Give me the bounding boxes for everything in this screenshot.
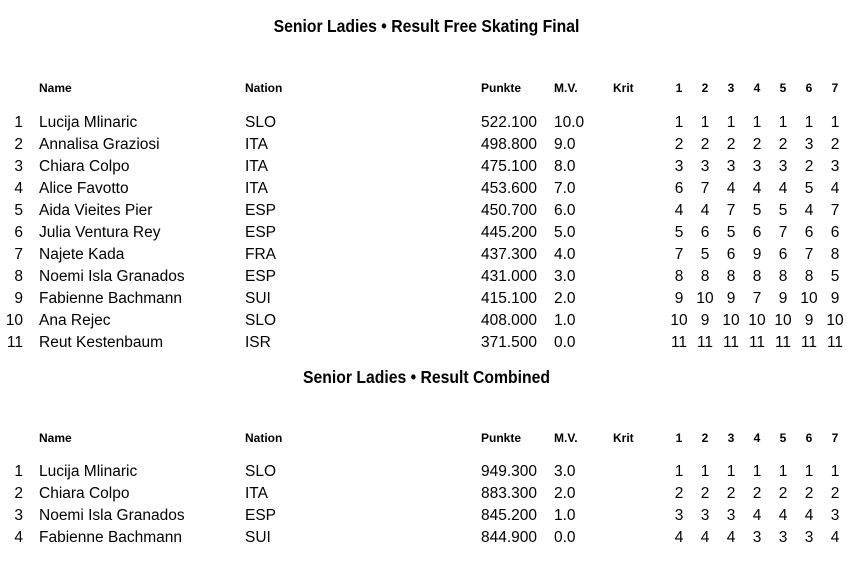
- header-krit: Krit: [613, 81, 634, 95]
- rank-cell: 3: [14, 507, 23, 524]
- judge-3-placement: 7: [726, 202, 736, 219]
- judge-5-placement: 9: [778, 290, 788, 307]
- judge-1-placement: 3: [674, 158, 684, 175]
- punkte-cell: 453.600: [481, 180, 538, 197]
- header-judge-6: 6: [805, 81, 813, 95]
- judge-1-placement: 4: [674, 529, 684, 546]
- judge-6-placement: 9: [804, 312, 814, 329]
- judge-1-placement: 1: [674, 114, 684, 131]
- judge-6-placement: 4: [804, 507, 814, 524]
- judge-7-placement: 2: [830, 485, 840, 502]
- judge-3-placement: 2: [726, 136, 736, 153]
- judge-2-placement: 7: [700, 180, 710, 197]
- rank-cell: 6: [14, 224, 23, 241]
- judge-6-placement: 3: [804, 136, 814, 153]
- header-judge-2: 2: [701, 81, 709, 95]
- mv-cell: 0.0: [554, 529, 576, 546]
- punkte-cell: 949.300: [481, 463, 538, 480]
- header-judge-6: 6: [805, 431, 813, 445]
- judge-3-placement: 10: [722, 312, 740, 329]
- judge-2-placement: 10: [696, 290, 714, 307]
- mv-cell: 5.0: [554, 224, 576, 241]
- mv-cell: 3.0: [554, 268, 576, 285]
- judge-3-placement: 11: [722, 334, 740, 351]
- nation-cell: SUI: [245, 290, 271, 307]
- judge-1-placement: 4: [674, 202, 684, 219]
- table-row: [0, 483, 853, 505]
- judge-5-placement: 10: [774, 312, 792, 329]
- judge-3-placement: 1: [726, 114, 736, 131]
- name-cell: Reut Kestenbaum: [39, 334, 164, 351]
- table-header-combined: [0, 430, 853, 446]
- judge-4-placement: 10: [748, 312, 766, 329]
- mv-cell: 6.0: [554, 202, 576, 219]
- mv-cell: 2.0: [554, 485, 576, 502]
- header-nation: Nation: [245, 81, 283, 95]
- judge-2-placement: 4: [700, 529, 710, 546]
- judge-5-placement: 6: [778, 246, 788, 263]
- nation-cell: ESP: [245, 268, 277, 285]
- rank-cell: 8: [14, 268, 23, 285]
- judge-1-placement: 5: [674, 224, 684, 241]
- rank-cell: 9: [14, 290, 23, 307]
- mv-cell: 0.0: [554, 334, 576, 351]
- header-punkte: Punkte: [481, 81, 522, 95]
- judge-2-placement: 1: [700, 114, 710, 131]
- judge-1-placement: 7: [674, 246, 684, 263]
- rank-cell: 2: [14, 136, 23, 153]
- judge-6-placement: 11: [800, 334, 818, 351]
- judge-3-placement: 1: [726, 463, 736, 480]
- header-mv: M.V.: [554, 81, 578, 95]
- judge-4-placement: 2: [752, 136, 762, 153]
- judge-4-placement: 4: [752, 180, 762, 197]
- table-row: [0, 244, 853, 266]
- rank-cell: 1: [14, 463, 23, 480]
- rank-cell: 5: [14, 202, 23, 219]
- punkte-cell: 844.900: [481, 529, 538, 546]
- judge-4-placement: 1: [752, 463, 762, 480]
- judge-7-placement: 9: [830, 290, 840, 307]
- header-nation: Nation: [245, 431, 283, 445]
- judge-3-placement: 2: [726, 485, 736, 502]
- table-row: [0, 200, 853, 222]
- name-cell: Annalisa Graziosi: [39, 136, 160, 153]
- name-cell: Fabienne Bachmann: [39, 529, 183, 546]
- name-cell: Najete Kada: [39, 246, 125, 263]
- punkte-cell: 522.100: [481, 114, 538, 131]
- name-cell: Lucija Mlinaric: [39, 114, 138, 131]
- judge-3-placement: 3: [726, 507, 736, 524]
- judge-6-placement: 3: [804, 529, 814, 546]
- judge-4-placement: 8: [752, 268, 762, 285]
- name-cell: Aida Vieites Pier: [39, 202, 153, 219]
- mv-cell: 7.0: [554, 180, 576, 197]
- judge-7-placement: 11: [826, 334, 844, 351]
- judge-4-placement: 3: [752, 158, 762, 175]
- mv-cell: 4.0: [554, 246, 576, 263]
- section-title-combined: Senior Ladies • Result Combined: [302, 367, 551, 387]
- rank-cell: 4: [14, 529, 23, 546]
- rank-cell: 7: [14, 246, 23, 263]
- judge-1-placement: 1: [674, 463, 684, 480]
- judge-4-placement: 9: [752, 246, 762, 263]
- judge-1-placement: 8: [674, 268, 684, 285]
- nation-cell: SLO: [245, 114, 277, 131]
- rank-cell: 4: [14, 180, 23, 197]
- mv-cell: 9.0: [554, 136, 576, 153]
- punkte-cell: 371.500: [481, 334, 538, 351]
- table-row: [0, 266, 853, 288]
- judge-5-placement: 8: [778, 268, 788, 285]
- judge-7-placement: 6: [830, 224, 840, 241]
- judge-6-placement: 10: [800, 290, 818, 307]
- punkte-cell: 437.300: [481, 246, 538, 263]
- judge-2-placement: 1: [700, 463, 710, 480]
- table-row: [0, 112, 853, 134]
- judge-6-placement: 2: [804, 158, 814, 175]
- nation-cell: ITA: [245, 136, 268, 153]
- name-cell: Alice Favotto: [39, 180, 129, 197]
- header-name: Name: [39, 431, 72, 445]
- judge-1-placement: 6: [674, 180, 684, 197]
- table-row: [0, 134, 853, 156]
- table-row: [0, 288, 853, 310]
- judge-6-placement: 1: [804, 114, 814, 131]
- judge-5-placement: 3: [778, 529, 788, 546]
- judge-4-placement: 4: [752, 507, 762, 524]
- judge-6-placement: 7: [804, 246, 814, 263]
- judge-6-placement: 1: [804, 463, 814, 480]
- punkte-cell: 475.100: [481, 158, 538, 175]
- name-cell: Noemi Isla Granados: [39, 268, 185, 285]
- mv-cell: 8.0: [554, 158, 576, 175]
- judge-4-placement: 3: [752, 529, 762, 546]
- judge-1-placement: 2: [674, 136, 684, 153]
- judge-2-placement: 4: [700, 202, 710, 219]
- judge-7-placement: 4: [830, 180, 840, 197]
- judge-5-placement: 11: [774, 334, 792, 351]
- header-judge-1: 1: [675, 81, 683, 95]
- judge-7-placement: 2: [830, 136, 840, 153]
- judge-5-placement: 2: [778, 485, 788, 502]
- nation-cell: ESP: [245, 202, 277, 219]
- judge-3-placement: 3: [726, 158, 736, 175]
- judge-7-placement: 3: [830, 507, 840, 524]
- judge-1-placement: 9: [674, 290, 684, 307]
- judge-5-placement: 2: [778, 136, 788, 153]
- judge-6-placement: 5: [804, 180, 814, 197]
- header-judge-7: 7: [831, 431, 839, 445]
- punkte-cell: 845.200: [481, 507, 538, 524]
- header-judge-5: 5: [779, 81, 787, 95]
- judge-1-placement: 10: [670, 312, 688, 329]
- judge-6-placement: 6: [804, 224, 814, 241]
- judge-2-placement: 3: [700, 158, 710, 175]
- name-cell: Julia Ventura Rey: [39, 224, 161, 241]
- judge-7-placement: 8: [830, 246, 840, 263]
- header-judge-3: 3: [727, 431, 735, 445]
- judge-7-placement: 4: [830, 529, 840, 546]
- nation-cell: FRA: [245, 246, 276, 263]
- nation-cell: ISR: [245, 334, 271, 351]
- rank-cell: 2: [14, 485, 23, 502]
- judge-2-placement: 2: [700, 136, 710, 153]
- judge-5-placement: 5: [778, 202, 788, 219]
- header-punkte: Punkte: [481, 431, 522, 445]
- nation-cell: ITA: [245, 158, 268, 175]
- table-row: [0, 527, 853, 549]
- name-cell: Lucija Mlinaric: [39, 463, 138, 480]
- punkte-cell: 445.200: [481, 224, 538, 241]
- rank-cell: 10: [5, 312, 23, 329]
- judge-2-placement: 6: [700, 224, 710, 241]
- nation-cell: SUI: [245, 529, 271, 546]
- name-cell: Ana Rejec: [39, 312, 111, 329]
- nation-cell: ITA: [245, 180, 268, 197]
- judge-7-placement: 10: [826, 312, 844, 329]
- nation-cell: SLO: [245, 463, 277, 480]
- punkte-cell: 415.100: [481, 290, 538, 307]
- judge-7-placement: 7: [830, 202, 840, 219]
- judge-1-placement: 11: [670, 334, 688, 351]
- judge-3-placement: 8: [726, 268, 736, 285]
- table-row: [0, 505, 853, 527]
- header-name: Name: [39, 81, 72, 95]
- judge-7-placement: 1: [830, 114, 840, 131]
- judge-1-placement: 2: [674, 485, 684, 502]
- judge-7-placement: 1: [830, 463, 840, 480]
- judge-6-placement: 8: [804, 268, 814, 285]
- judge-4-placement: 6: [752, 224, 762, 241]
- nation-cell: ESP: [245, 507, 277, 524]
- judge-4-placement: 7: [752, 290, 762, 307]
- judge-5-placement: 3: [778, 158, 788, 175]
- name-cell: Chiara Colpo: [39, 485, 130, 502]
- punkte-cell: 431.000: [481, 268, 538, 285]
- judge-6-placement: 2: [804, 485, 814, 502]
- judge-4-placement: 1: [752, 114, 762, 131]
- punkte-cell: 408.000: [481, 312, 538, 329]
- section-title-free-skating: Senior Ladies • Result Free Skating Final: [273, 16, 580, 36]
- judge-5-placement: 7: [778, 224, 788, 241]
- judge-3-placement: 4: [726, 529, 736, 546]
- table-row: [0, 310, 853, 332]
- name-cell: Fabienne Bachmann: [39, 290, 183, 307]
- judge-7-placement: 3: [830, 158, 840, 175]
- mv-cell: 2.0: [554, 290, 576, 307]
- judge-3-placement: 4: [726, 180, 736, 197]
- table-row: [0, 156, 853, 178]
- judge-5-placement: 1: [778, 114, 788, 131]
- table-row: [0, 332, 853, 354]
- judge-2-placement: 2: [700, 485, 710, 502]
- judge-2-placement: 8: [700, 268, 710, 285]
- header-mv: M.V.: [554, 431, 578, 445]
- judge-4-placement: 2: [752, 485, 762, 502]
- judge-3-placement: 9: [726, 290, 736, 307]
- table-header-free-skating: [0, 80, 853, 96]
- judge-2-placement: 3: [700, 507, 710, 524]
- header-judge-4: 4: [753, 431, 761, 445]
- name-cell: Noemi Isla Granados: [39, 507, 185, 524]
- judge-4-placement: 5: [752, 202, 762, 219]
- punkte-cell: 498.800: [481, 136, 538, 153]
- punkte-cell: 883.300: [481, 485, 538, 502]
- header-judge-7: 7: [831, 81, 839, 95]
- header-judge-1: 1: [675, 431, 683, 445]
- mv-cell: 3.0: [554, 463, 576, 480]
- judge-1-placement: 3: [674, 507, 684, 524]
- judge-2-placement: 5: [700, 246, 710, 263]
- header-krit: Krit: [613, 431, 634, 445]
- judge-4-placement: 11: [748, 334, 766, 351]
- judge-5-placement: 4: [778, 180, 788, 197]
- header-judge-4: 4: [753, 81, 761, 95]
- table-row: [0, 178, 853, 200]
- rank-cell: 3: [14, 158, 23, 175]
- nation-cell: ITA: [245, 485, 268, 502]
- table-row: [0, 461, 853, 483]
- judge-5-placement: 1: [778, 463, 788, 480]
- header-judge-5: 5: [779, 431, 787, 445]
- header-judge-3: 3: [727, 81, 735, 95]
- rank-cell: 11: [6, 334, 23, 351]
- judge-2-placement: 11: [696, 334, 714, 351]
- judge-6-placement: 4: [804, 202, 814, 219]
- mv-cell: 10.0: [554, 114, 585, 131]
- table-row: [0, 222, 853, 244]
- mv-cell: 1.0: [554, 507, 576, 524]
- name-cell: Chiara Colpo: [39, 158, 130, 175]
- punkte-cell: 450.700: [481, 202, 538, 219]
- nation-cell: ESP: [245, 224, 277, 241]
- header-judge-2: 2: [701, 431, 709, 445]
- judge-3-placement: 5: [726, 224, 736, 241]
- nation-cell: SLO: [245, 312, 277, 329]
- rank-cell: 1: [14, 114, 23, 131]
- judge-2-placement: 9: [700, 312, 710, 329]
- judge-3-placement: 6: [726, 246, 736, 263]
- judge-7-placement: 5: [830, 268, 840, 285]
- judge-5-placement: 4: [778, 507, 788, 524]
- mv-cell: 1.0: [554, 312, 576, 329]
